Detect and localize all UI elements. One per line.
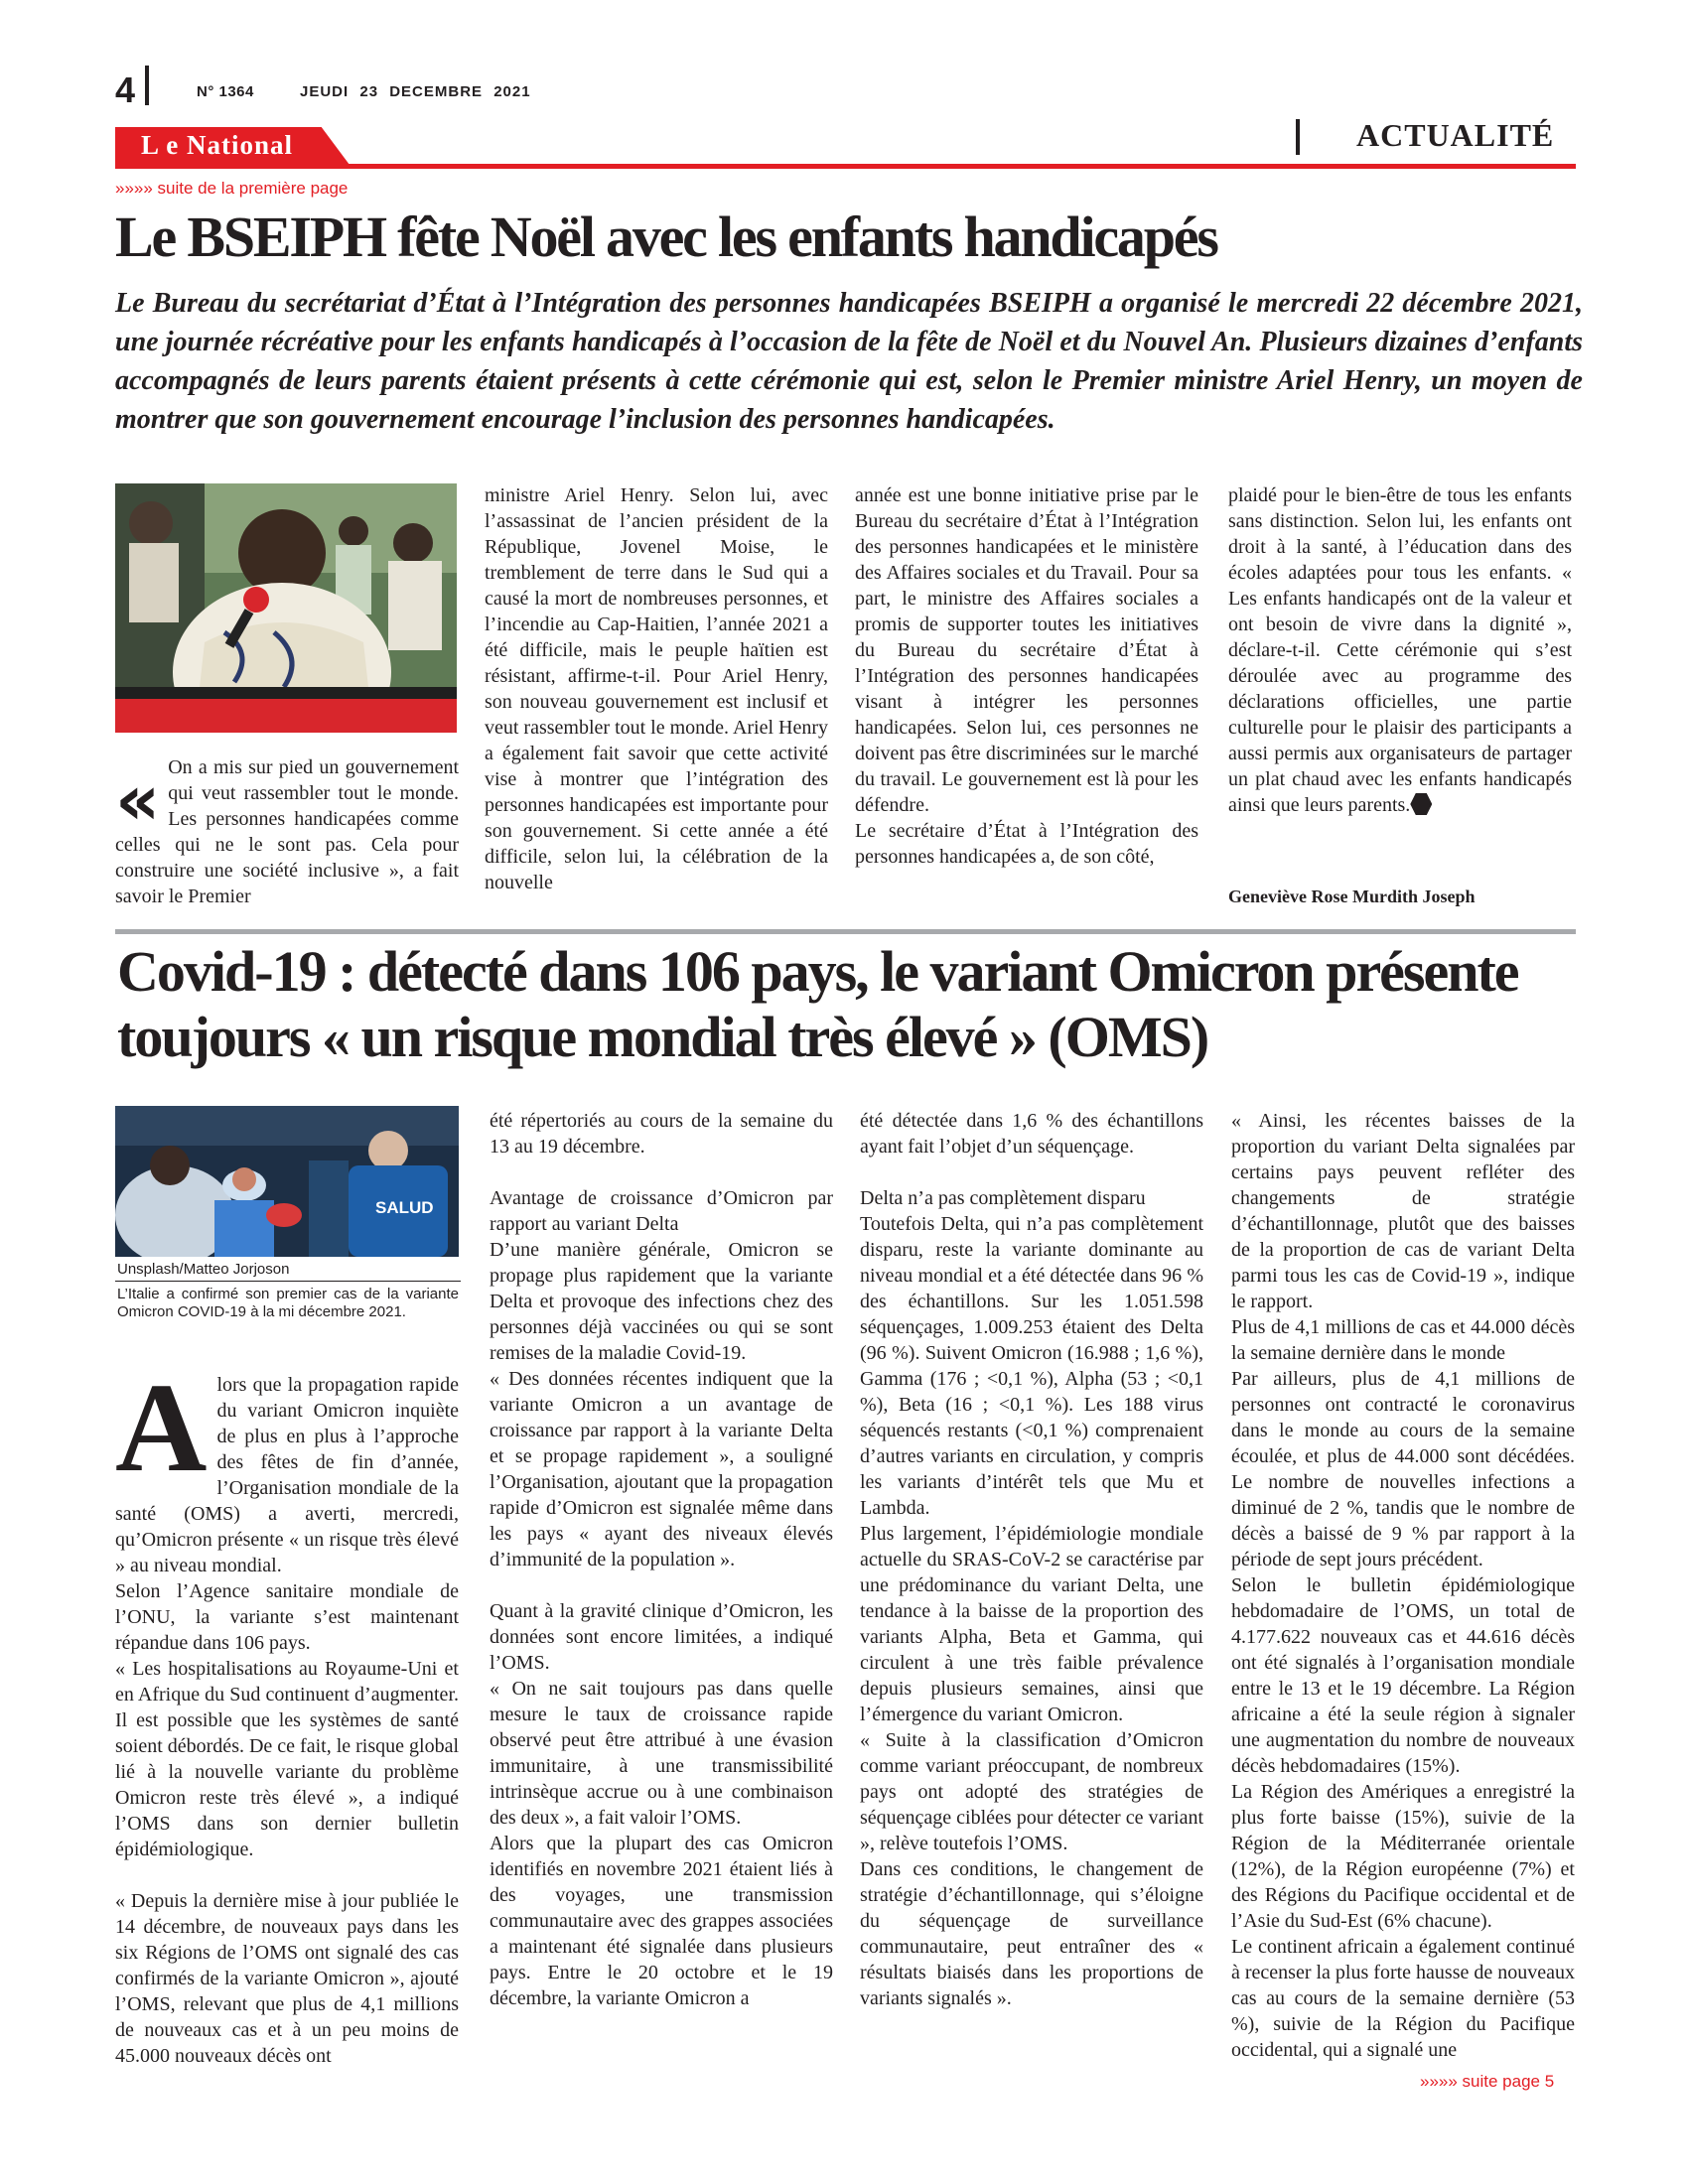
article1-column-2 bbox=[485, 482, 828, 895]
article2-paragraph: D’une manière générale, Omicron se propage plus rapidement que la variante Delta et provoque des infections chez des personnes déjà vaccinées ou qui se sont remises de la maladie Covid-19. bbox=[490, 1239, 833, 1364]
article2-headline: Covid-19 : détecté dans 106 pays, le variant Omicron présente toujours « un risque mondial très élevé » (OMS) bbox=[117, 939, 1518, 1069]
article1-column-3 bbox=[855, 482, 1198, 870]
article2-paragraph: lors que la propagation rapide du variant Omicron inquiète de plus en plus à l’approche des fêtes de fin d’année, l’Organisation mondiale de la santé (OMS) a averti, mercredi, qu’Omicron présente « un risque très élevé » au niveau mondial. bbox=[115, 1374, 459, 1576]
article2-paragraph: « Les hospitalisations au Royaume-Uni et en Afrique du Sud continuent d’augmenter. Il est possible que les systèmes de santé soient débordés. De ce fait, le risque global lié à la nouvelle variante du problème Omicron reste très élevé », a indiqué l’OMS dans son dernier bulletin épidémiologique. bbox=[115, 1658, 459, 1860]
article2-paragraph: Toutefois Delta, qui n’a pas complètement disparu, reste la variante dominante au niveau mondial et a été détectée dans 96 % des échantillons. Sur les 1.051.598 séquençages, 1.009.253 étaient des Delta (96 %). Suivent Omicron (16.988 ; 1,6 %), Gamma (176 ; <0,1 %), Alpha (53 ; <0,1 %), Beta (16 ; <0,1 %). Les 188 virus séquencés restants (<0,1 %) comprenaient d’autres variants en circulation, y compris les variants d’intérêt tels que Mu et Lambda. bbox=[860, 1213, 1203, 1519]
section-divider bbox=[1296, 119, 1300, 155]
section-title: ACTUALITÉ bbox=[1356, 117, 1555, 153]
article2-paragraph: « Ainsi, les récentes baisses de la proportion du variant Delta signalées par certains pays peuvent refléter des changements de stratégie d’échantillonnage, plutôt que des baisses de la proportion de cas de variant Delta parmi tous les cas de Covid-19 », indique le rapport. bbox=[1231, 1110, 1575, 1312]
photo-caption: L’Italie a confirmé son premier cas de la variante Omicron COVID-19 à la mi décembre 2021. bbox=[117, 1286, 459, 1320]
article2-paragraph: Dans ces conditions, le changement de stratégie d’échantillonnage, qui s’éloigne du séquençage de surveillance communautaire, peut entraîner des « résultats biaisés dans les proportions de variants signalés ». bbox=[860, 1858, 1203, 2009]
issue-number: N° 1364 bbox=[197, 83, 254, 100]
page-number: 4 bbox=[115, 69, 136, 110]
article2-column-3 bbox=[860, 1108, 1203, 2011]
article1-column-4 bbox=[1228, 482, 1572, 818]
brand-name: L e National bbox=[141, 130, 294, 160]
article2-paragraph: Selon le bulletin épidémiologique hebdomadaire de l’OMS, un total de 4.177.622 nouveaux cas et 44.616 décès ont été signalés à l’organisation mondiale entre le 13 et le 19 décembre. La Région africaine a été la seule région à signaler une augmentation du nombre de nouveaux décès hebdomadaires (15%). bbox=[1231, 1574, 1575, 1777]
header-divider bbox=[145, 66, 149, 105]
article2-column-2 bbox=[490, 1108, 833, 2011]
continued-from-label: »»»» suite de la première page bbox=[115, 179, 349, 198]
article2-paragraph: été répertoriés au cours de la semaine du 13 au 19 décembre. bbox=[490, 1110, 833, 1158]
photo-credit: Unsplash/Matteo Jorjoson bbox=[115, 1259, 461, 1282]
article2-paragraph: « Suite à la classification d’Omicron comme variant préoccupant, de nombreux pays ont adopté des stratégies de séquençage ciblées pour détecter ce variant », relève toutefois l’OMS. bbox=[860, 1729, 1203, 1854]
article2-paragraph: « Depuis la dernière mise à jour publiée le 14 décembre, de nouveaux pays dans les six Régions de l’OMS ont signalé des cas confirmés de la variante Omicron », ajouté l’OMS, relevant que plus de 4,1 millions de nouveaux cas et à un peu moins de 45.000 nouveaux décès ont bbox=[115, 1890, 459, 2067]
article2-paragraph: été détectée dans 1,6 % des échantillons ayant fait l’objet d’un séquençage. bbox=[860, 1110, 1203, 1158]
article2-paragraph: La Région des Amériques a enregistré la plus forte baisse (15%), suivie de la Région de la Méditerranée orientale (12%), de la Région européenne (7%) et des Régions du Pacifique occidental et de l’Asie du Sud-Est (6% chacune). bbox=[1231, 1781, 1575, 1932]
continued-on-label: »»»» suite page 5 bbox=[1420, 2072, 1555, 2091]
article2-paragraph: « Des données récentes indiquent que la variante Omicron a un avantage de croissance par rapport à la variante Delta et se propage rapidement », a souligné l’Organisation, ajoutant que la propagation rapide d’Omicron est signalée même dans les pays « ayant des niveaux élevés d’immunité de la population ». bbox=[490, 1368, 833, 1570]
article2-paragraph: Plus largement, l’épidémiologie mondiale actuelle du SRAS-CoV-2 se caractérise par une prédominance du variant Delta, une tendance à la baisse de la proportion des variants Alpha, Beta et Gamma, qui circulent à une très faible prévalence depuis plusieurs semaines, ainsi que l’émergence du variant Omicron. bbox=[860, 1523, 1203, 1725]
article2-paragraph: Le continent africain a également continué à recenser la plus forte hausse de nouveaux cas au cours de la semaine dernière (53 %), suivie de la Région du Pacifique occidental, qui a signalé une bbox=[1231, 1936, 1575, 2061]
article2-subheading: Avantage de croissance d’Omicron par rapport au variant Delta bbox=[490, 1187, 833, 1235]
article1-paragraph: Le secrétaire d’État à l’Intégration des personnes handicapées a, de son côté, bbox=[855, 820, 1198, 868]
article2-column-1 bbox=[115, 1357, 459, 2069]
article2-photo bbox=[115, 1106, 459, 1257]
end-mark-icon bbox=[1410, 793, 1432, 815]
article1-byline: Geneviève Rose Murdith Joseph bbox=[1228, 887, 1476, 906]
article2-paragraph: « On ne sait toujours pas dans quelle mesure le taux de croissance rapide observé peut être attribué à une évasion immunitaire, à une transmissibilité intrinsèque accrue ou à une combinaison des deux », a fait valoir l’OMS. bbox=[490, 1678, 833, 1829]
article2-paragraph: Alors que la plupart des cas Omicron identifiés en novembre 2021 étaient liés à des voyages, une transmission communautaire avec des grappes associées a maintenant été signalée dans plusieurs pays. Entre le 20 octobre et le 19 décembre, la variante Omicron a bbox=[490, 1833, 833, 2009]
article1-quote-text: On a mis sur pied un gouvernement qui veut rassembler tout le monde. Les personnes handicapées comme celles qui ne le sont pas. Cela pour construire une société inclusive », a fait savoir le Premier bbox=[115, 756, 459, 907]
article1-photo bbox=[115, 483, 457, 733]
article1-column-1 bbox=[115, 754, 459, 909]
article1-headline: Le BSEIPH fête Noël avec les enfants handicapés bbox=[115, 205, 1217, 269]
drop-cap: A bbox=[115, 1357, 208, 1498]
article1-paragraph: ministre Ariel Henry. Selon lui, avec l’assassinat de l’ancien président de la République, Jovenel Moise, le tremblement de terre dans le Sud qui a causé la mort de nombreuses personnes, et l’incendie au Cap-Haitien, l’année 2021 a été difficile, mais le peuple haïtien est résistant, affirme-t-il. Pour Ariel Henry, son nouveau gouvernement est inclusif et veut rassembler tout le monde. Ariel Henry a également fait savoir que cette activité vise à montrer que l’intégration des personnes handicapées est importante pour son gouvernement. Si cette année a été difficile, selon lui, la célébration de la nouvelle bbox=[485, 484, 829, 893]
issue-date: JEUDI 23 DECEMBRE 2021 bbox=[300, 83, 531, 100]
article2-paragraph: Selon l’Agence sanitaire mondiale de l’ONU, la variante s’est maintenant répandue dans 106 pays. bbox=[115, 1580, 459, 1654]
article2-paragraph: Quant à la gravité clinique d’Omicron, les données sont encore limitées, a indiqué l’OMS. bbox=[490, 1600, 833, 1674]
photo-vest-text: SALUD bbox=[375, 1198, 434, 1217]
article1-paragraph: année est une bonne initiative prise par le Bureau du secrétaire d’État à l’Intégration des personnes handicapées et le ministère des Affaires sociales et du Travail. Pour sa part, le ministre des Affaires sociales a promis de supporter toutes les initiatives du Bureau du secrétaire d’État à l’Intégration des personnes handicapées visant à intégrer les personnes handicapées. Selon lui, ces personnes ne doivent pas être discriminées sur le marché du travail. Le gouvernement est là pour les défendre. bbox=[855, 484, 1198, 816]
article2-subheading: Plus de 4,1 millions de cas et 44.000 décès la semaine dernière dans le monde bbox=[1231, 1316, 1575, 1364]
article2-column-4 bbox=[1231, 1108, 1575, 2063]
article2-subheading: Delta n’a pas complètement disparu bbox=[860, 1187, 1146, 1209]
header-rule bbox=[115, 164, 1576, 169]
article1-lead: Le Bureau du secrétariat d’État à l’Intégration des personnes handicapées BSEIPH a organisé le mercredi 22 décembre 2021, une journée récréative pour les enfants handicapés à l’occasion de la fête de Noël et du Nouvel An. Plusieurs dizaines d’enfants accompagnés de leurs parents étaient présents à cette cérémonie qui est, selon le Premier ministre Ariel Henry, un moyen de montrer que son gouvernement encourage l’inclusion des personnes handicapées. bbox=[115, 288, 1583, 435]
quote-mark: « bbox=[115, 759, 161, 841]
article1-paragraph: plaidé pour le bien-être de tous les enfants sans distinction. Selon lui, les enfants ont droit à la santé, à l’éducation dans des écoles adaptées pour tous les enfants. « Les enfants handicapés ont de la valeur et ont besoin de vivre dans la dignité », déclare-t-il. Cette cérémonie qui s’est déroulée avec au programme des déclarations officielles, une partie culturelle pour le plaisir des participants a aussi permis aux organisateurs de partager un plat chaud avec les enfants handicapés ainsi que leurs parents. bbox=[1228, 484, 1572, 816]
article-divider bbox=[115, 929, 1576, 934]
article2-paragraph: Par ailleurs, plus de 4,1 millions de personnes ont contracté le coronavirus dans le monde au cours de la semaine écoulée, et plus de 44.000 sont décédées. Le nombre de nouvelles infections a diminué de 2 %, tandis que le nombre de décès a baissé de 9 % par rapport à la période de sept jours précédent. bbox=[1231, 1368, 1575, 1570]
